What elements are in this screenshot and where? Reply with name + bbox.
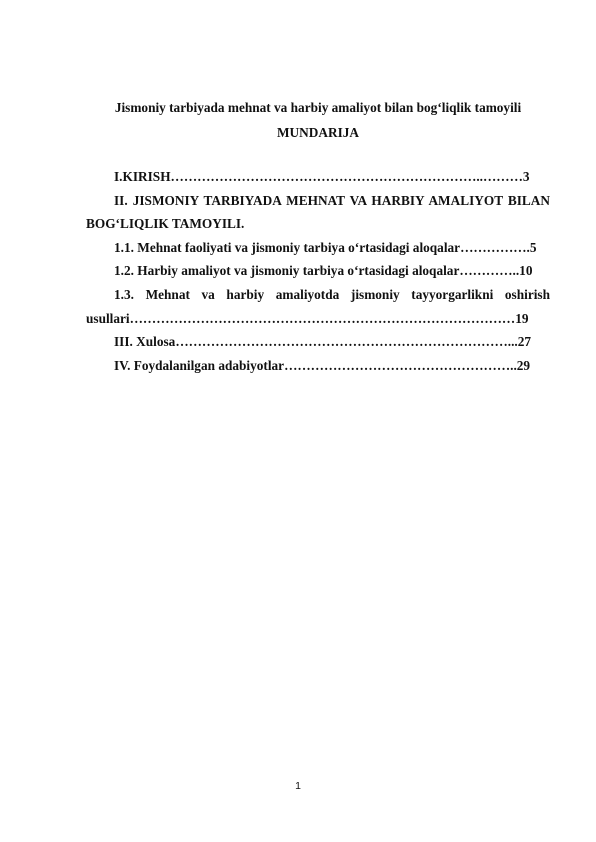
toc-entry-introduction: I.KIRISH……………………………………………………………..………3 — [114, 169, 530, 184]
table-of-contents — [86, 165, 550, 377]
toc-entry-conclusion: III. Xulosa…………………………………………………………………...27 — [114, 334, 532, 350]
page-number: 1 — [295, 780, 301, 792]
contents-heading: MUNDARIJA — [277, 125, 359, 140]
toc-entry-section-1-3: 1.3. Mehnat va harbiy amaliyotda jismoniy tayyorgarlikni oshirish usullari……………………………………………………………………………19 — [86, 286, 550, 326]
document-title: Jismoniy tarbiyada mehnat va harbiy amaliyot bilan bog‘liqlik tamoyili — [114, 100, 522, 115]
toc-entry-chapter-2: II. JISMONIY TARBIYADA MEHNAT VA HARBIY AMALIYOT BILAN BOG‘LIQLIK TAMOYILI. — [86, 192, 550, 232]
toc-entry-references: IV. Foydalanilgan adabiyotlar……………………………………………..29 — [114, 357, 531, 373]
toc-entry-section-1-1: 1.1. Mehnat faoliyati va jismoniy tarbiya o‘rtasidagi aloqalar…………….5 — [114, 239, 537, 255]
toc-entry-section-1-2: 1.2. Harbiy amaliyot va jismoniy tarbiya o‘rtasidagi aloqalar…………..10 — [114, 263, 533, 279]
